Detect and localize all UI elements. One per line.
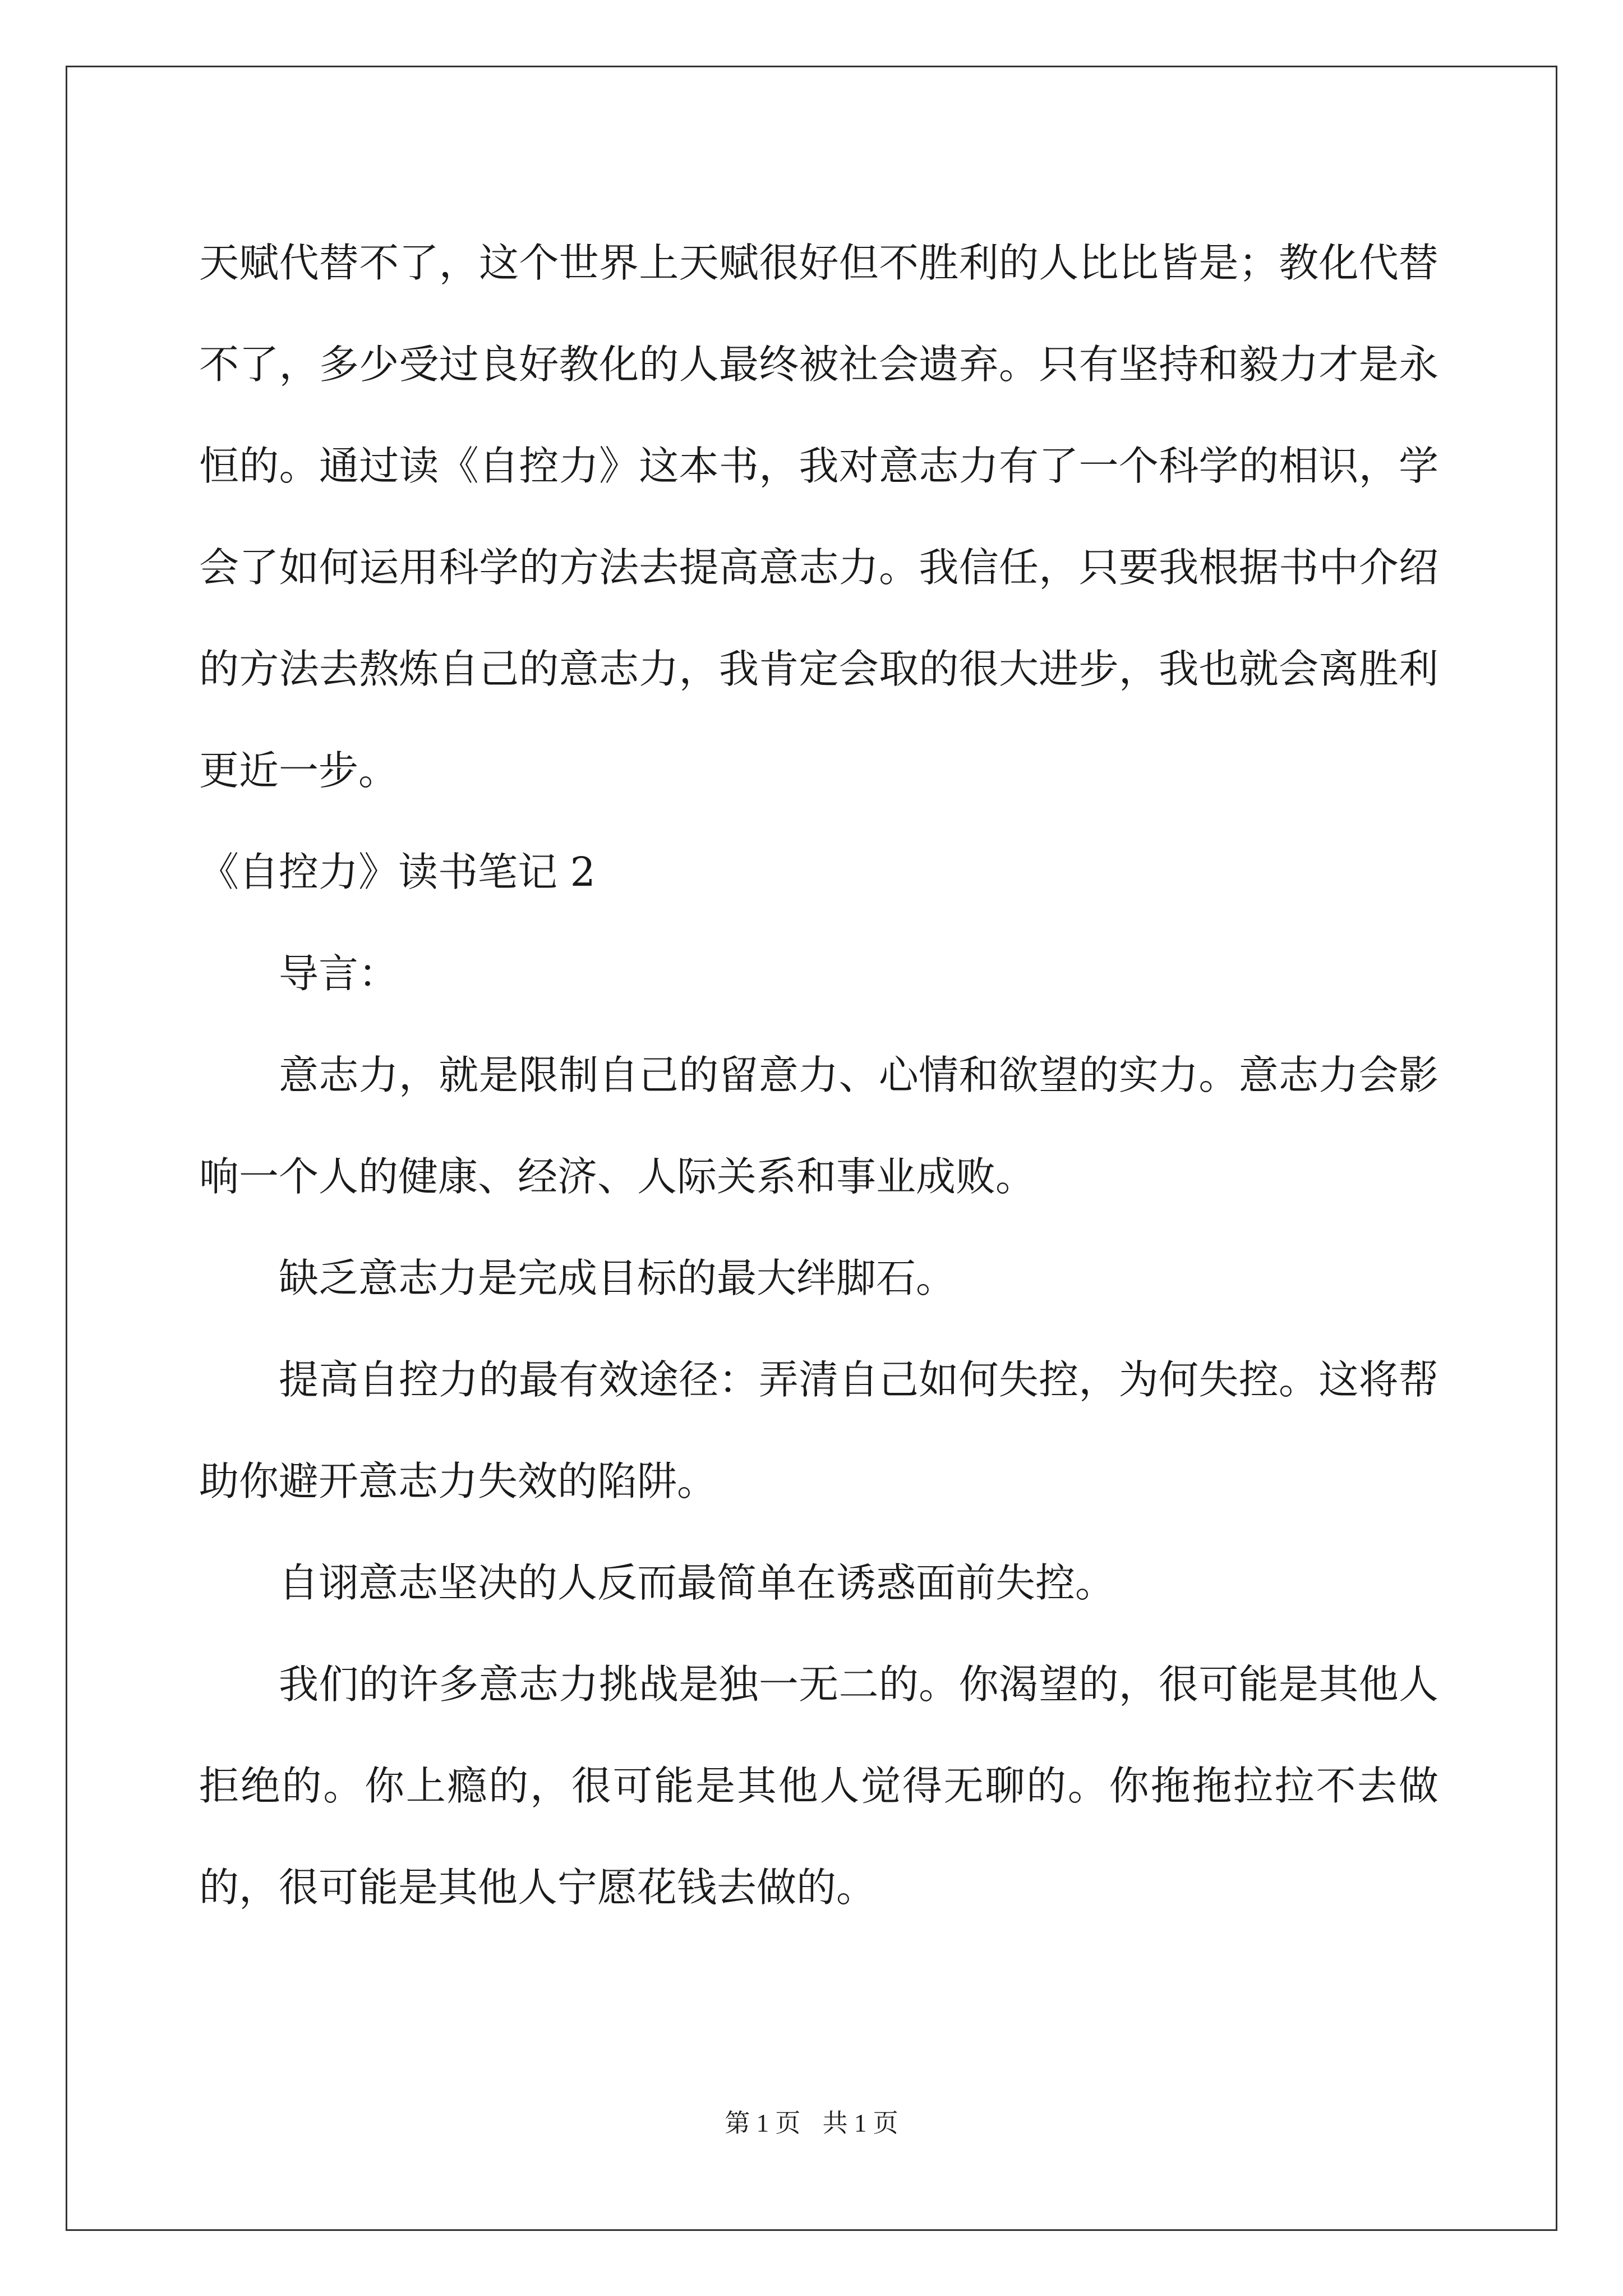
page-footer [0,2106,1623,2140]
paragraph-intro-label: 导言： [279,950,399,997]
document-body [199,212,1438,1938]
paragraph: 我们的许多意志力挑战是独一无二的。你渴望的，很可能是其他人拒绝的。你上瘾的，很可能是其他人觉得无聊的。你拖拖拉拉不去做的，很可能是其他人宁愿花钱去做的。 [199,1661,1438,1911]
page-total: 共 1 页 [822,2109,898,2137]
page-number: 第 1 页 [725,2109,801,2137]
paragraph: 缺乏意志力是完成目标的最大绊脚石。 [279,1255,956,1301]
paragraph: 自诩意志坚决的人反而最简单在诱惑面前失控。 [279,1559,1115,1606]
paragraph: 意志力，就是限制自己的留意力、心情和欲望的实力。意志力会影响一个人的健康、经济、人际关系和事业成败。 [199,1052,1438,1200]
section-heading: 《自控力》读书笔记 2 [199,849,596,895]
paragraph-continuation: 天赋代替不了，这个世界上天赋很好但不胜利的人比比皆是；教化代替不了，多少受过良好教化的人最终被社会遗弃。只有坚持和毅力才是永恒的。通过读《自控力》这本书，我对意志力有了一个科学的相识，学会了如何运用科学的方法去提高意志力。我信任，只要我根据书中介绍的方法去熬炼自己的意志力，我肯定会取的很大进步，我也就会离胜利更近一步。 [199,240,1438,794]
paragraph: 提高自控力的最有效途径：弄清自己如何失控，为何失控。这将帮助你避开意志力失效的陷阱。 [199,1356,1438,1504]
